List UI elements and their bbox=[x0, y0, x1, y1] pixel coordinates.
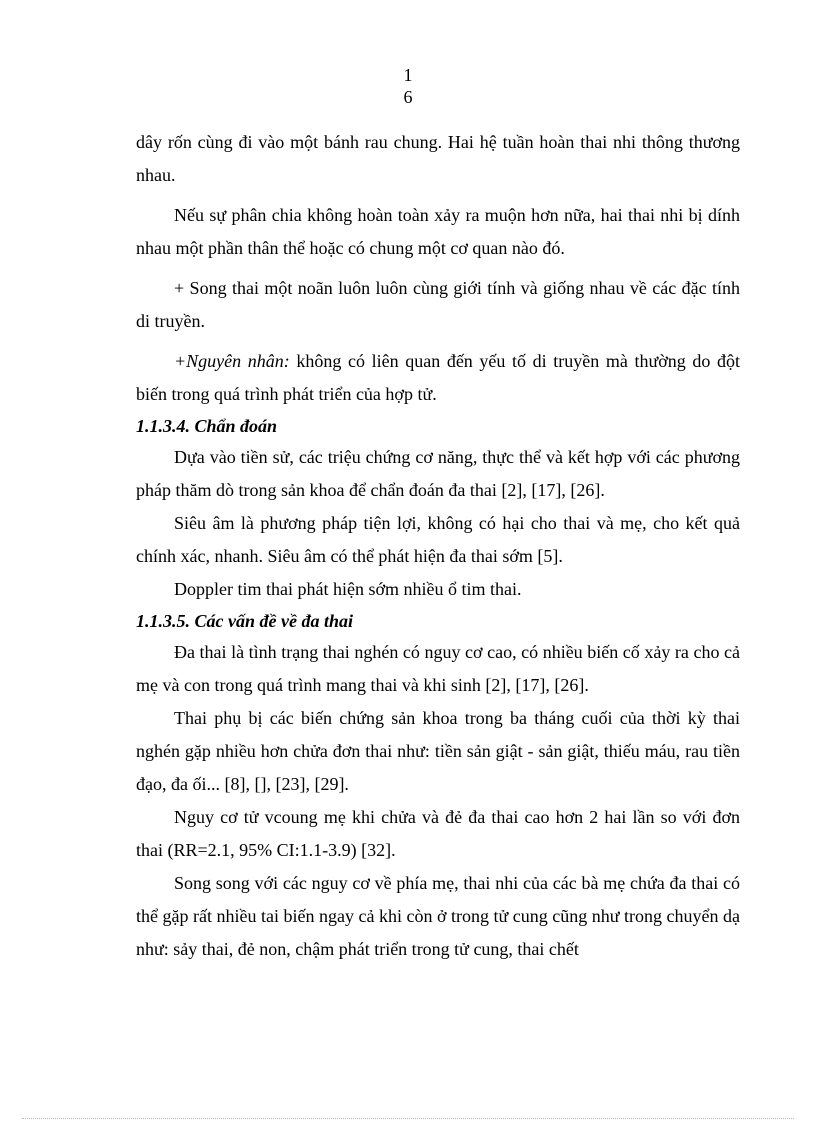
page-number bbox=[0, 64, 816, 108]
paragraph-continuation: dây rốn cùng đi vào một bánh rau chung. Hai hệ tuần hoàn thai nhi thông thương nhau. bbox=[136, 132, 740, 185]
section-heading-issues: 1.1.3.5. Các vấn đề về đa thai bbox=[136, 611, 353, 631]
paragraph-complications: Thai phụ bị các biến chứng sản khoa trong ba tháng cuối của thời kỳ thai nghén gặp nhiều hơn chửa đơn thai như: tiền sản giật - sản giật, thiếu máu, rau tiền đạo, đa ối... [8], [], [23], [29]. bbox=[136, 708, 740, 794]
paragraph-cause bbox=[136, 345, 740, 411]
paragraph-monozygotic: + Song thai một noãn luôn luôn cùng giới tính và giống nhau về các đặc tính di truyền. bbox=[136, 278, 740, 331]
page-number-line-2: 6 bbox=[403, 87, 413, 107]
paragraph-fusion: Nếu sự phân chia không hoàn toàn xảy ra muộn hơn nữa, hai thai nhi bị dính nhau một phần thân thể hoặc có chung một cơ quan nào đó. bbox=[136, 205, 740, 258]
paragraph-mortality: Nguy cơ tử vcoung mẹ khi chửa và đẻ đa thai cao hơn 2 hai lần so với đơn thai (RR=2.1, 95% CI:1.1-3.9) [32]. bbox=[136, 807, 740, 860]
paragraph-doppler: Doppler tim thai phát hiện sớm nhiều ổ tim thai. bbox=[174, 579, 522, 599]
paragraph-high-risk: Đa thai là tình trạng thai nghén có nguy cơ cao, có nhiều biến cố xảy ra cho cả mẹ và con trong quá trình mang thai và khi sinh [2], [17], [26]. bbox=[136, 642, 740, 695]
cause-text: không có liên quan đến yếu tố di truyền mà thường do đột biến trong quá trình phát triển của hợp tử. bbox=[136, 351, 741, 404]
page-bottom-divider bbox=[22, 1118, 794, 1119]
document-body bbox=[136, 126, 740, 966]
paragraph-fetal-risks: Song song với các nguy cơ về phía mẹ, thai nhi của các bà mẹ chứa đa thai có thể gặp rất nhiều tai biến ngay cả khi còn ở trong tử cung cũng như trong chuyển dạ như: sảy thai, đẻ non, chậm phát triển trong tử cung, thai chết bbox=[136, 873, 740, 959]
cause-label: +Nguyên nhân: bbox=[174, 351, 290, 371]
paragraph-diagnosis: Dựa vào tiền sử, các triệu chứng cơ năng, thực thể và kết hợp với các phương pháp thăm dò trong sản khoa để chẩn đoán đa thai [2], [17], [26]. bbox=[136, 447, 740, 500]
paragraph-ultrasound: Siêu âm là phương pháp tiện lợi, không có hại cho thai và mẹ, cho kết quả chính xác, nhanh. Siêu âm có thể phát hiện đa thai sớm [5]. bbox=[136, 513, 740, 566]
section-heading-diagnosis: 1.1.3.4. Chẩn đoán bbox=[136, 416, 278, 436]
page-number-line-1: 1 bbox=[403, 65, 413, 85]
